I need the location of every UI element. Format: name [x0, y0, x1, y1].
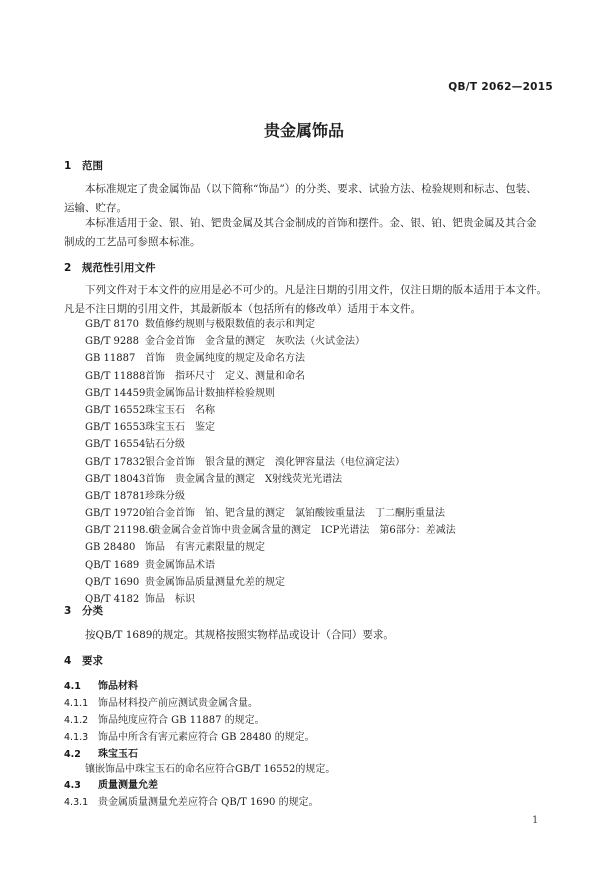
standard-code: QB/T 2062—2015: [448, 81, 553, 93]
section-2-heading: [64, 260, 156, 275]
subsection-title: 质量测量允差: [98, 780, 158, 791]
reference-item: [85, 333, 456, 350]
section-1-paragraph-2: [64, 214, 552, 252]
section-4-heading: [64, 653, 103, 668]
reference-item: [85, 436, 456, 453]
section-title: 范围: [82, 160, 103, 172]
clause-number: 4.1.1: [64, 698, 89, 709]
reference-title: 银合金首饰 银含量的测定 溴化钾容量法（电位滴定法）: [145, 456, 405, 468]
section-2-paragraph: [64, 281, 552, 319]
reference-code: GB/T 14459: [85, 387, 146, 399]
clause-4-1-2: [64, 711, 265, 726]
reference-item: [85, 454, 456, 471]
section-number: 1: [64, 160, 72, 172]
reference-code: GB/T 16554: [85, 439, 146, 451]
reference-code: GB/T 16553: [85, 422, 146, 434]
reference-code: GB/T 8170: [85, 319, 140, 330]
subsection-number: 4.1: [64, 681, 81, 692]
text-line: 运输、贮存。: [64, 202, 127, 214]
subsection-number: 4.3: [64, 780, 81, 791]
reference-item: [85, 368, 456, 385]
reference-title: 首饰 指环尺寸 定义、测量和命名: [145, 370, 305, 382]
section-title: 要求: [82, 655, 103, 667]
subsection-4-2-heading: [64, 745, 138, 760]
subsection-4-1-heading: [64, 677, 138, 692]
reference-item: [85, 385, 456, 402]
section-1-paragraph-1: [64, 180, 552, 218]
reference-item: [85, 488, 456, 505]
reference-item: [85, 557, 456, 574]
reference-item: [85, 402, 456, 419]
reference-code: GB 11887: [85, 353, 136, 365]
section-number: 3: [64, 605, 72, 617]
reference-code: QB/T 1690: [85, 576, 140, 588]
section-number: 2: [64, 262, 72, 274]
subsection-title: 饰品材料: [98, 681, 138, 692]
section-number: 4: [64, 655, 72, 667]
reference-code: QB/T 4182: [85, 594, 140, 605]
reference-title: 饰品 有害元素限量的规定: [145, 542, 265, 554]
reference-title: 贵金属合金首饰中贵金属含量的测定 ICP光谱法 第6部分：差减法: [151, 525, 456, 537]
subsection-4-3-heading: [64, 776, 158, 791]
reference-code: QB/T 1689: [85, 559, 140, 571]
clause-text: 贵金属质量测量允差应符合 QB/T 1690 的规定。: [98, 797, 319, 808]
normative-references-list: [85, 316, 456, 608]
reference-code: GB/T 21198.6: [85, 525, 155, 537]
reference-item: [85, 505, 456, 522]
section-title: 规范性引用文件: [82, 262, 156, 274]
reference-code: GB/T 17832: [85, 456, 146, 468]
reference-title: 钻石分级: [145, 439, 185, 451]
reference-item: [85, 471, 456, 488]
reference-title: 贵金属饰品术语: [145, 559, 215, 571]
reference-title: 数值修约规则与极限数值的表示和判定: [145, 319, 315, 330]
reference-item: [85, 419, 456, 436]
reference-code: GB/T 18043: [85, 473, 146, 485]
subsection-4-2-text: 镶嵌饰品中珠宝玉石的命名应符合GB/T 16552的规定。: [85, 764, 336, 775]
reference-item: [85, 522, 456, 539]
reference-item: [85, 539, 456, 556]
reference-title: 首饰 贵金属纯度的规定及命名方法: [145, 353, 305, 365]
reference-item: [85, 350, 456, 367]
clause-text: 饰品中所含有害元素应符合 GB 28480 的规定。: [98, 732, 315, 743]
reference-title: 首饰 贵金属含量的测定 X射线荧光光谱法: [145, 473, 343, 485]
reference-title: 铂合金首饰 铂、钯含量的测定 氯铂酸铵重量法 丁二酮肟重量法: [145, 508, 445, 520]
reference-title: 珠宝玉石 鉴定: [145, 422, 215, 434]
clause-4-3-1: [64, 793, 319, 808]
clause-number: 4.1.2: [64, 715, 89, 726]
reference-title: 贵金属饰品质量测量允差的规定: [145, 576, 285, 588]
text-line: 凡是不注日期的引用文件，其最新版本（包括所有的修改单）适用于本文件。: [64, 303, 421, 315]
document-title: 贵金属饰品: [263, 121, 344, 140]
reference-title: 珠宝玉石 名称: [145, 404, 215, 416]
section-title: 分类: [82, 605, 103, 617]
reference-code: GB/T 9288: [85, 336, 140, 348]
reference-code: GB/T 18781: [85, 490, 146, 502]
clause-text: 饰品纯度应符合 GB 11887 的规定。: [98, 715, 265, 726]
reference-code: GB 28480: [85, 542, 136, 554]
reference-code: GB/T 11888: [85, 370, 146, 382]
text-line: 制成的工艺品可参照本标准。: [64, 236, 201, 248]
section-3-heading: [64, 603, 103, 618]
text-line: 本标准适用于金、银、铂、钯贵金属及其合金制成的首饰和摆件。金、银、铂、钯贵金属及其合金: [85, 217, 537, 229]
clause-number: 4.3.1: [64, 797, 89, 808]
reference-code: GB/T 19720: [85, 508, 146, 520]
reference-title: 贵金属饰品计数抽样检验规则: [145, 387, 275, 399]
reference-title: 饰品 标识: [145, 594, 195, 605]
reference-code: GB/T 16552: [85, 404, 146, 416]
reference-title: 珍珠分级: [145, 490, 185, 502]
subsection-number: 4.2: [64, 749, 81, 760]
page-number: 1: [532, 815, 539, 826]
reference-item: [85, 316, 456, 333]
reference-item: [85, 591, 456, 608]
reference-title: 金合金首饰 金含量的测定 灰吹法（火试金法）: [145, 336, 365, 348]
clause-number: 4.1.3: [64, 732, 89, 743]
clause-4-1-3: [64, 728, 315, 743]
clause-4-1-1: [64, 694, 258, 709]
section-1-heading: [64, 158, 103, 173]
clause-text: 饰品材料投产前应测试贵金属含量。: [98, 698, 258, 709]
text-line: 本标准规定了贵金属饰品（以下简称“饰品”）的分类、要求、试验方法、检验规则和标志、包装、: [85, 183, 537, 195]
reference-item: [85, 574, 456, 591]
text-line: 下列文件对于本文件的应用是必不可少的。凡是注日期的引用文件，仅注日期的版本适用于本文件。: [85, 284, 547, 296]
subsection-title: 珠宝玉石: [98, 749, 138, 760]
section-3-text: 按QB/T 1689的规定。其规格按照实物样品或设计（合同）要求。: [85, 629, 394, 641]
